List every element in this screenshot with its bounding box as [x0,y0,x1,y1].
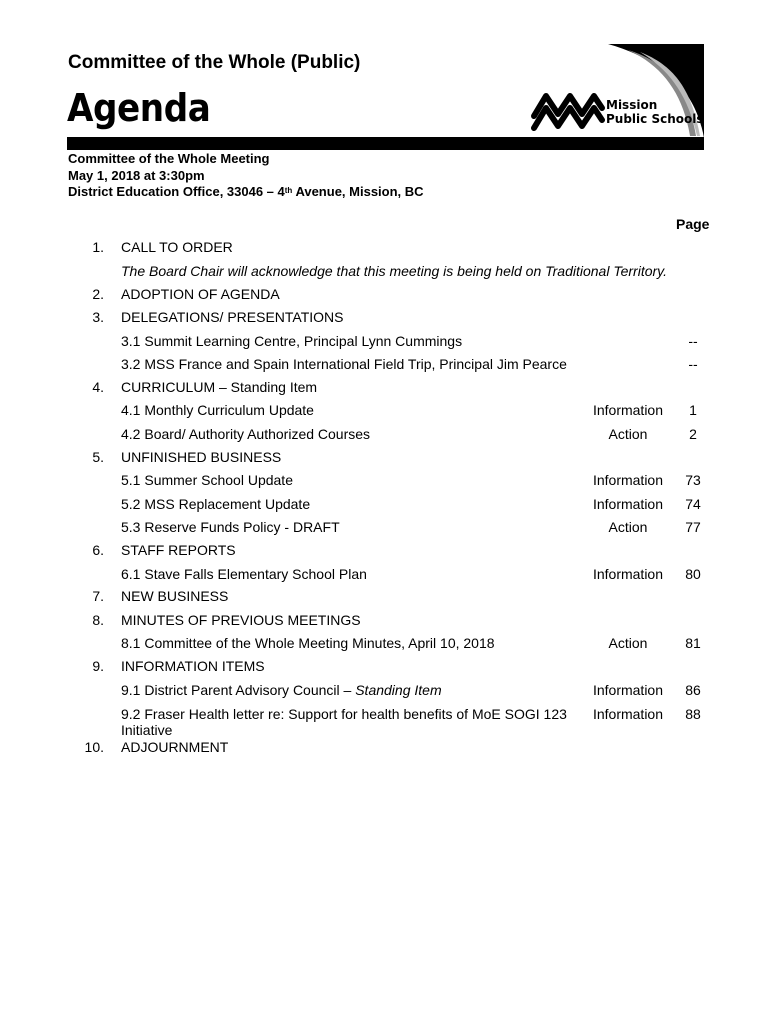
meeting-details [68,151,424,201]
meeting-name: Committee of the Whole Meeting [68,151,270,166]
meeting-date: May 1, 2018 at 3:30pm [68,167,205,183]
document-title: Committee of the Whole (Public) [68,52,361,73]
meeting-location: District Education Office, 33046 – 4th Avenue, Mission, BC [68,184,424,199]
agenda-heading: Agenda [67,86,211,130]
header-rule [67,137,704,150]
page-column-header: Page [676,216,710,232]
logo-wordmark [606,98,704,126]
logo-line2: Public Schools [606,112,704,126]
logo-line1: Mission [606,98,658,112]
